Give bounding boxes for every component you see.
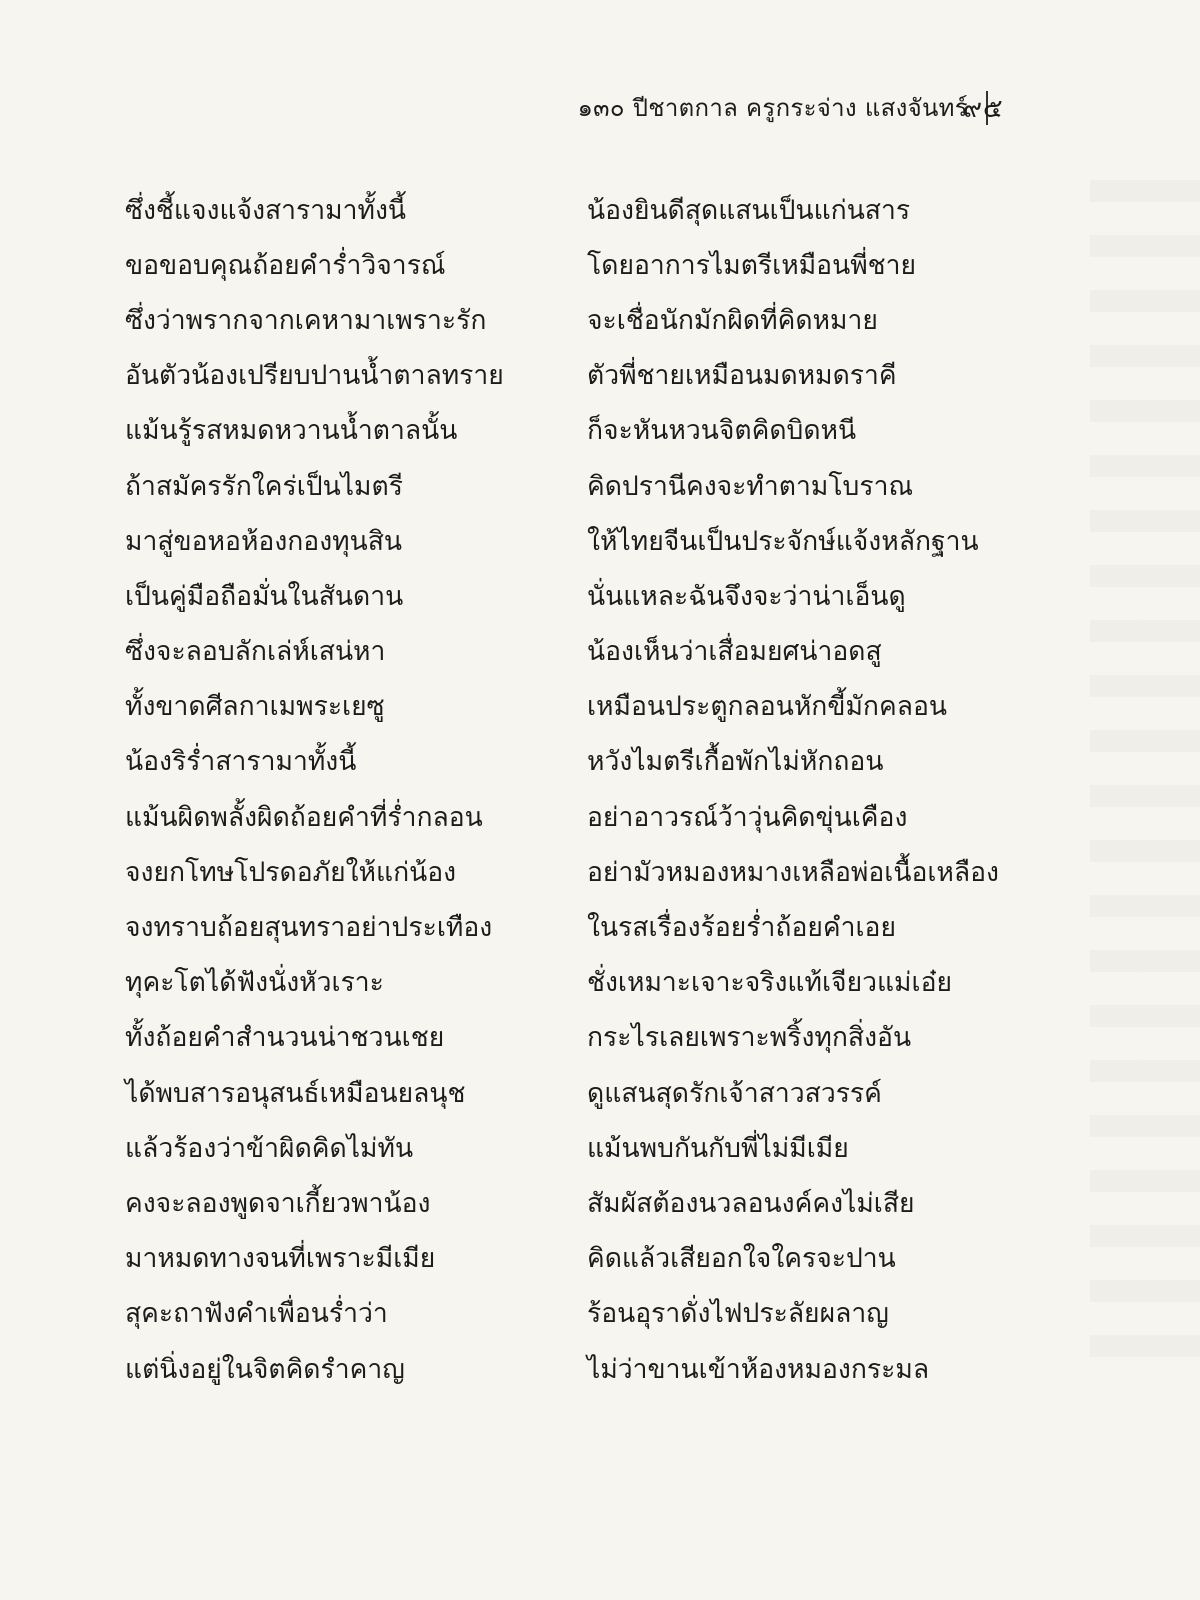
poem-line-second-hemistich: เหมือนประตูกลอนหักขี้มักคลอน <box>587 691 947 723</box>
poem-line-first-hemistich: มาหมดทางจนที่เพราะมีเมีย <box>125 1243 436 1275</box>
poem-line <box>125 844 1025 899</box>
poem-line <box>125 1231 1025 1286</box>
poem-line-first-hemistich: อันตัวน้องเปรียบปานน้ำตาลทราย <box>125 360 504 392</box>
poem-line <box>125 1175 1025 1230</box>
poem-line <box>125 568 1025 623</box>
poem-line-first-hemistich: ทั้งถ้อยคำสำนวนน่าชวนเชย <box>125 1022 445 1054</box>
poem-line-second-hemistich: ในรสเรื่องร้อยร่ำถ้อยคำเอย <box>587 912 896 944</box>
poem-line-first-hemistich: สุคะถาฟังคำเพื่อนร่ำว่า <box>125 1298 388 1330</box>
poem-body <box>125 182 1025 1396</box>
poem-line-second-hemistich: ให้ไทยจีนเป็นประจักษ์แจ้งหลักฐาน <box>587 525 979 557</box>
poem-line-second-hemistich: ไม่ว่าขานเข้าห้องหมองกระมล <box>587 1353 930 1385</box>
poem-line <box>125 1341 1025 1396</box>
poem-line-first-hemistich: เป็นคู่มือถือมั่นในสันดาน <box>125 580 404 612</box>
poem-line-first-hemistich: จงยกโทษโปรดอภัยให้แก่น้อง <box>125 856 457 888</box>
poem-line-first-hemistich: ซึ่งว่าพรากจากเคหามาเพราะรัก <box>125 304 487 336</box>
poem-line-second-hemistich: ดูแสนสุดรักเจ้าสาวสวรรค์ <box>587 1077 882 1109</box>
poem-line-first-hemistich: ถ้าสมัครรักใคร่เป็นไมตรี <box>125 470 403 502</box>
poem-line-first-hemistich: มาสู่ขอหอห้องกองทุนสิน <box>125 525 403 557</box>
poem-line-first-hemistich: จงทราบถ้อยสุนทราอย่าประเทือง <box>125 912 493 944</box>
poem-line-first-hemistich: ขอขอบคุณถ้อยคำร่ำวิจารณ์ <box>125 249 446 281</box>
poem-line <box>125 292 1025 347</box>
running-title: ๑๓๐ ปีชาตกาล ครูกระจ่าง แสงจันทร์ <box>577 94 968 122</box>
poem-line <box>125 679 1025 734</box>
poem-line-second-hemistich: คิดแล้วเสียอกใจใครจะปาน <box>587 1243 896 1275</box>
poem-line-second-hemistich: ชั่งเหมาะเจาะจริงแท้เจียวแม่เอ๋ย <box>587 967 953 999</box>
poem-line <box>125 237 1025 292</box>
poem-line-second-hemistich: ร้อนอุราดั่งไฟประลัยผลาญ <box>587 1298 889 1330</box>
poem-line-first-hemistich: ทุคะโตได้ฟังนั่งหัวเราะ <box>125 967 384 999</box>
poem-line-second-hemistich: อย่ามัวหมองหมางเหลือพ่อเนื้อเหลือง <box>587 856 999 888</box>
poem-line <box>125 348 1025 403</box>
poem-line <box>125 1010 1025 1065</box>
poem-line-second-hemistich: น้องยินดีสุดแสนเป็นแก่นสาร <box>587 194 911 226</box>
poem-line <box>125 513 1025 568</box>
poem-line-first-hemistich: ทั้งขาดศีลกาเมพระเยซู <box>125 691 385 723</box>
poem-line-second-hemistich: น้องเห็นว่าเสื่อมยศน่าอดสู <box>587 636 882 668</box>
poem-line-second-hemistich: อย่าอาวรณ์ว้าวุ่นคิดขุ่นเคือง <box>587 801 908 833</box>
poem-line-second-hemistich: นั่นแหละฉันจึงจะว่าน่าเอ็นดู <box>587 580 906 612</box>
poem-line <box>125 955 1025 1010</box>
poem-line-second-hemistich: กระไรเลยเพราะพริ้งทุกสิ่งอัน <box>587 1022 912 1054</box>
poem-line-first-hemistich: แม้นผิดพลั้งผิดถ้อยคำที่ร่ำกลอน <box>125 801 483 833</box>
poem-line-second-hemistich: หวังไมตรีเกื้อพักไม่หักถอน <box>587 746 884 778</box>
poem-line <box>125 1286 1025 1341</box>
poem-line-first-hemistich: แม้นรู้รสหมดหวานน้ำตาลนั้น <box>125 415 458 447</box>
poem-line-second-hemistich: โดยอาการไมตรีเหมือนพี่ชาย <box>587 249 917 281</box>
running-header <box>578 88 1010 127</box>
poem-line-first-hemistich: น้องริร่ำสารามาทั้งนี้ <box>125 746 357 778</box>
poem-line-first-hemistich: คงจะลองพูดจาเกี้ยวพาน้อง <box>125 1187 431 1219</box>
poem-line-second-hemistich: ตัวพี่ชายเหมือนมดหมดราคี <box>587 360 897 392</box>
page-number: ๙๕ <box>963 94 1004 124</box>
poem-line-second-hemistich: แม้นพบกันกับพี่ไม่มีเมีย <box>587 1132 849 1164</box>
poem-line-first-hemistich: ได้พบสารอนุสนธ์เหมือนยลนุช <box>125 1077 466 1109</box>
poem-line <box>125 182 1025 237</box>
poem-line-first-hemistich: แล้วร้องว่าข้าผิดคิดไม่ทัน <box>125 1132 414 1164</box>
poem-line <box>125 458 1025 513</box>
bleed-through-texture <box>1090 180 1200 1380</box>
poem-line <box>125 734 1025 789</box>
poem-line-first-hemistich: แต่นิ่งอยู่ในจิตคิดรำคาญ <box>125 1353 405 1385</box>
poem-line <box>125 1065 1025 1120</box>
poem-line <box>125 789 1025 844</box>
poem-line <box>125 899 1025 954</box>
poem-line-first-hemistich: ซึ่งจะลอบลักเล่ห์เสน่หา <box>125 636 386 668</box>
poem-line-second-hemistich: ก็จะหันหวนจิตคิดบิดหนี <box>587 415 857 447</box>
poem-line-second-hemistich: คิดปรานีคงจะทำตามโบราณ <box>587 470 914 502</box>
poem-line <box>125 1120 1025 1175</box>
poem-line <box>125 624 1025 679</box>
poem-line-first-hemistich: ซึ่งชี้แจงแจ้งสารามาทั้งนี้ <box>125 194 407 226</box>
poem-line <box>125 403 1025 458</box>
poem-line-second-hemistich: สัมผัสต้องนวลอนงค์คงไม่เสีย <box>587 1187 915 1219</box>
poem-line-second-hemistich: จะเชื่อนักมักผิดที่คิดหมาย <box>587 304 878 336</box>
